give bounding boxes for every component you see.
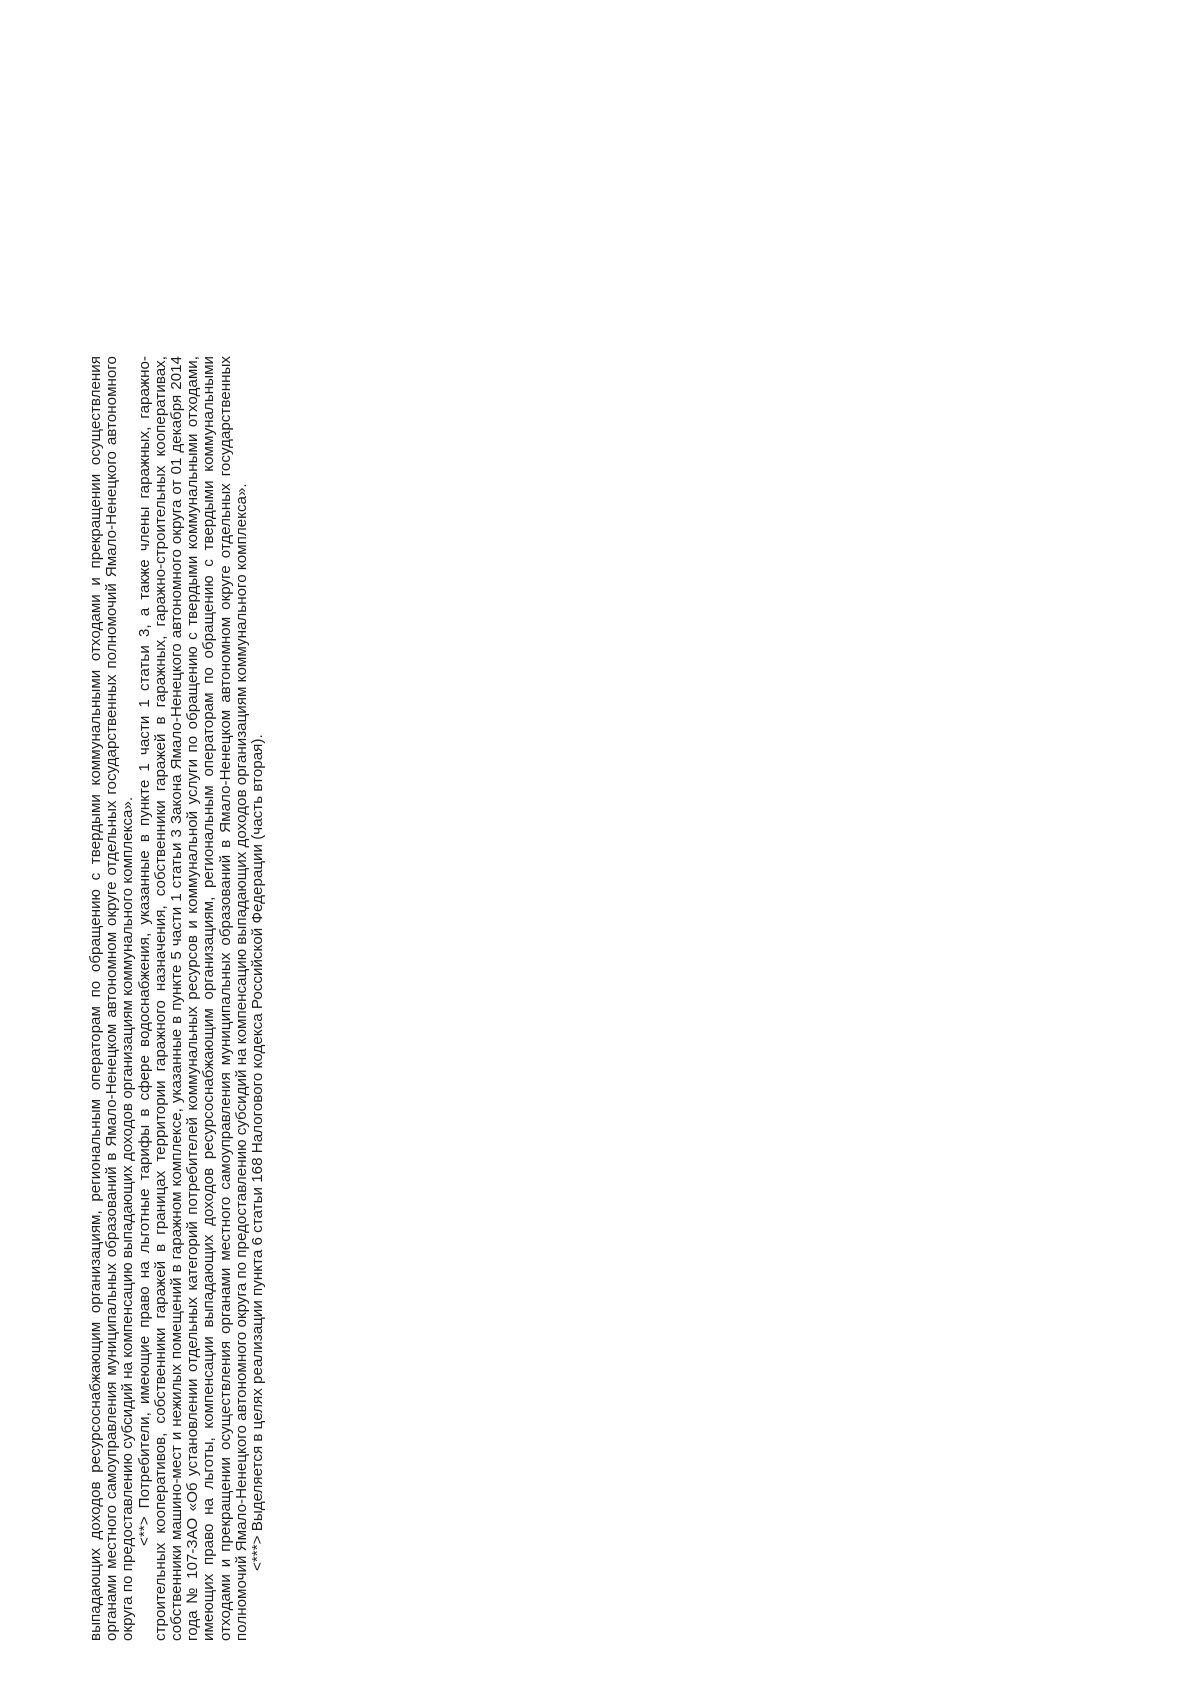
document-body bbox=[88, 356, 266, 1641]
footnote-double-asterisk-paragraph: <**> Потребители, имеющие право на льготные тарифы в сфере водоснабжения, указанные в пункте 1 части 1 статьи 3, а также члены гаражных, гаражно-строительных кооперативов, собственники гаражей в границах территории гаражного назначения, собственники гаражей в гаражных, гаражно-строительных кооперативах, собственники машино-мест и нежилых помещений в гаражном комплексе, указанные в пункте 5 части 1 статьи 3 Закона Ямало-Ненецкого автономного округа от 01 декабря 2014 года № 107-ЗАО «Об установлении отдельных категорий потребителей коммунальных ресурсов и коммунальной услуги по обращению с твердыми коммунальными отходами, имеющих право на льготы, компенсации выпадающих доходов ресурсоснабжающим организациям, региональным операторам по обращению с твердыми коммунальными отходами и прекращении осуществления органами местного самоуправления муниципальных образований в Ямало-Ненецком автономном округе отдельных государственных полномочий Ямало-Ненецкого автономного округа по предоставлению субсидий на компенсацию выпадающих доходов организациям коммунального комплекса». bbox=[135, 356, 250, 1641]
footnote-triple-asterisk-paragraph: <***> Выделяется в целях реализации пункта 6 статьи 168 Налогового кодекса Российской Федерации (часть вторая). bbox=[249, 734, 267, 1571]
footnote-continuation-paragraph: выпадающих доходов ресурсоснабжающим организациям, региональным операторам по обращению с твердыми коммунальными отходами и прекращении осуществления органами местного самоуправления муниципальных образований в Ямало-Ненецком автономном округе отдельных государственных полномочий Ямало-Ненецкого автономного округа по предоставлению субсидий на компенсацию выпадающих доходов организациям коммунального комплекса». bbox=[87, 356, 137, 1641]
